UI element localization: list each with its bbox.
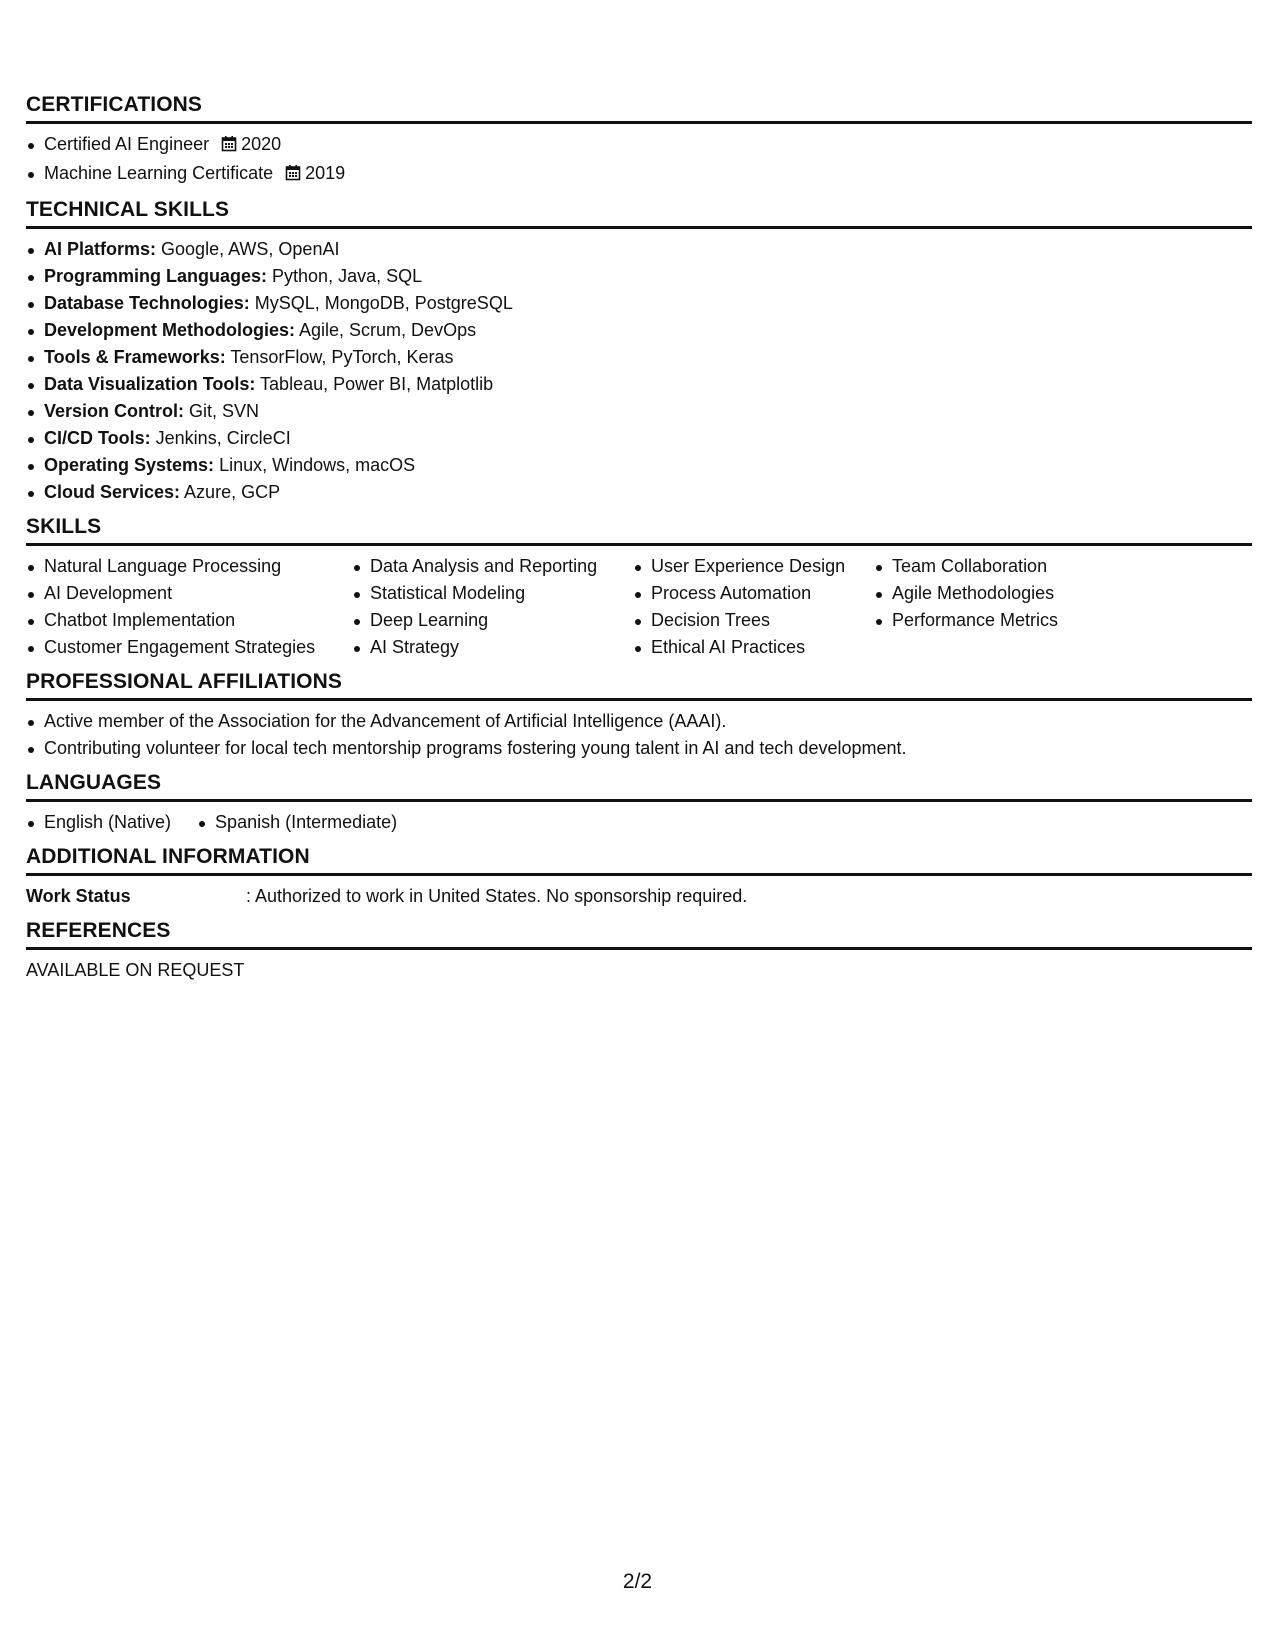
skill-values: Tableau, Power BI, Matplotlib [255,374,494,394]
list-item [26,160,1252,189]
list-item [26,344,1252,371]
skill-category: Version Control: [44,401,185,421]
skill-values: Python, Java, SQL [267,266,423,286]
list-item: Natural Language Processing [26,553,352,580]
list-item: Decision Trees [633,607,874,634]
list-item [26,479,1252,506]
work-status-label: Work Status [26,886,131,906]
section-title-skills: SKILLS [26,515,102,538]
list-item [26,236,1252,263]
list-item: AI Strategy [352,634,633,661]
skill-category: Operating Systems: [44,455,215,475]
list-item: AI Development [26,580,352,607]
list-item [26,317,1252,344]
skills-column [874,553,1134,661]
page-number: 2/2 [622,1570,653,1593]
list-item [26,290,1252,317]
list-item [26,452,1252,479]
skill-category: AI Platforms: [44,239,157,259]
languages-section [26,770,1252,836]
section-title-affiliations: PROFESSIONAL AFFILIATIONS [26,670,342,693]
skill-values: TensorFlow, PyTorch, Keras [225,347,454,367]
list-item: Ethical AI Practices [633,634,874,661]
references-text: AVAILABLE ON REQUEST [26,960,245,980]
certifications-section [26,92,1252,189]
technical-skills-section [26,197,1252,506]
work-status-value: : Authorized to work in United States. No sponsorship required. [246,886,748,906]
list-item: Spanish (Intermediate) [197,809,397,836]
additional-info-section [26,844,1252,910]
list-item [26,371,1252,398]
section-title-technical-skills: TECHNICAL SKILLS [26,198,230,221]
references-section [26,918,1252,984]
technical-skills-list [26,236,1252,506]
skills-column [26,553,352,661]
section-divider [26,698,1252,701]
list-item: Statistical Modeling [352,580,633,607]
list-item: Process Automation [633,580,874,607]
certification-year: 2020 [241,134,282,154]
skill-values: Agile, Scrum, DevOps [295,320,477,340]
skill-category: Database Technologies: [44,293,250,313]
section-title-languages: LANGUAGES [26,771,162,794]
list-item: Performance Metrics [874,607,1134,634]
certification-name: Certified AI Engineer [44,134,210,154]
skill-category: CI/CD Tools: [44,428,151,448]
list-item: Team Collaboration [874,553,1134,580]
section-divider [26,947,1252,950]
section-divider [26,543,1252,546]
section-divider [26,873,1252,876]
list-item: Agile Methodologies [874,580,1134,607]
list-item [26,263,1252,290]
list-item: User Experience Design [633,553,874,580]
skill-values: Azure, GCP [180,482,281,502]
section-divider [26,226,1252,229]
languages-list [26,809,1252,836]
list-item: English (Native) [26,809,171,836]
language-item-wrap [197,809,423,836]
certification-year: 2019 [305,163,346,183]
calendar-icon [221,133,237,160]
affiliations-section [26,669,1252,762]
certifications-list [26,131,1252,189]
section-title-certifications: CERTIFICATIONS [26,93,203,116]
list-item: Chatbot Implementation [26,607,352,634]
certification-name: Machine Learning Certificate [44,163,274,183]
section-title-additional-info: ADDITIONAL INFORMATION [26,845,310,868]
skill-values: Git, SVN [184,401,260,421]
calendar-icon [285,162,301,189]
language-item-wrap [26,809,197,836]
skill-values: Linux, Windows, macOS [214,455,416,475]
section-divider [26,799,1252,802]
list-item [26,131,1252,160]
skill-category: Development Methodologies: [44,320,296,340]
resume-page-2 [26,92,1252,992]
list-item [26,398,1252,425]
skill-category: Data Visualization Tools: [44,374,256,394]
skill-values: Jenkins, CircleCI [150,428,291,448]
skills-column [352,553,633,661]
section-title-references: REFERENCES [26,919,171,942]
list-item: Customer Engagement Strategies [26,634,352,661]
skill-values: Google, AWS, OpenAI [156,239,340,259]
list-item [26,425,1252,452]
skills-column [633,553,874,661]
list-item: Deep Learning [352,607,633,634]
work-status-row [26,883,1252,910]
skills-grid [26,553,1252,661]
skill-values: MySQL, MongoDB, PostgreSQL [249,293,513,313]
list-item: Data Analysis and Reporting [352,553,633,580]
section-divider [26,121,1252,124]
skill-category: Tools & Frameworks: [44,347,226,367]
skill-category: Cloud Services: [44,482,181,502]
list-item: Contributing volunteer for local tech mentorship programs fostering young talent in AI and tech development. [26,735,1252,762]
affiliations-list [26,708,1252,762]
list-item: Active member of the Association for the Advancement of Artificial Intelligence (AAAI). [26,708,1252,735]
skills-section [26,514,1252,661]
skill-category: Programming Languages: [44,266,268,286]
